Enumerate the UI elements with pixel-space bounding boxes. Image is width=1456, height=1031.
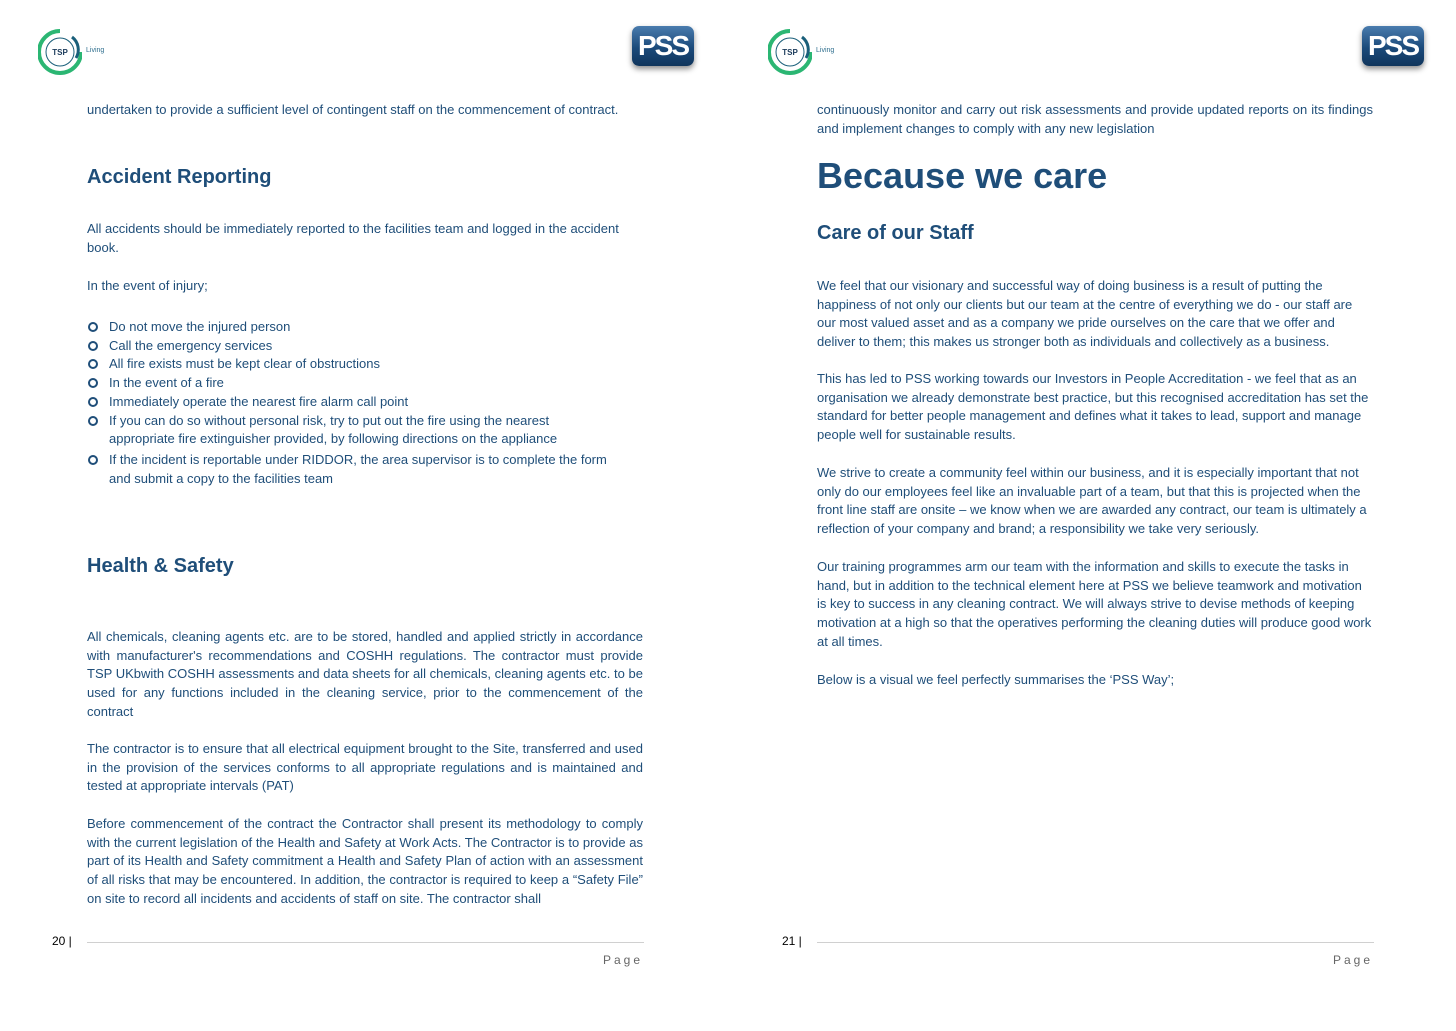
injury-bullet-list — [87, 318, 643, 488]
list-item: Immediately operate the nearest fire alarm call point — [87, 393, 643, 412]
bullet-icon — [88, 416, 98, 426]
hs-p1-block — [87, 628, 643, 722]
care-p4-block — [817, 558, 1373, 652]
bullet-icon — [88, 359, 98, 369]
left-intro: undertaken to provide a sufficient level of contingent staff on the commencement of contract. — [87, 102, 619, 117]
list-item: All fire exists must be kept clear of obstructions — [87, 355, 643, 374]
care-p4: Our training programmes arm our team with the information and skills to execute the tasks in hand, but in addition to the technical element here at PSS we believe teamwork and motivation is key to success in any cleaning contract. We will always strive to devise methods of keeping motivation at a high so that the operatives performing the cleaning duties will produce good work at all times. — [817, 559, 1372, 649]
tsp-ring-icon — [768, 28, 812, 78]
page-label: Page — [1333, 953, 1374, 967]
bullet-icon — [88, 378, 98, 388]
logo-word: Living — [816, 47, 835, 54]
left-intro-block — [87, 101, 643, 120]
accident-p2-block — [87, 277, 643, 296]
right-intro: continuously monitor and carry out risk assessments and provide updated reports on its findings and implement changes to comply with any new legislation — [817, 102, 1373, 136]
footer-divider — [87, 942, 644, 943]
accident-p2: In the event of injury; — [87, 278, 208, 293]
tsp-ring-icon — [38, 28, 82, 78]
accident-p1-block — [87, 220, 643, 257]
care-p5-block — [817, 671, 1373, 690]
care-p2-block — [817, 370, 1373, 445]
bullet-icon — [88, 455, 98, 465]
tsp-living-logo — [38, 28, 108, 80]
care-p5: Below is a visual we feel perfectly summarises the ‘PSS Way’; — [817, 672, 1175, 687]
care-p2: This has led to PSS working towards our Investors in People Accreditation - we feel that as an organisation we already demonstrate best practice, but this recognised accreditation has set the standard for better people management and defines what it takes to lead, support and manage people well for sustainable results. — [817, 371, 1369, 443]
svg-text:TSP: TSP — [52, 48, 68, 57]
care-staff-heading: Care of our Staff — [817, 222, 974, 244]
page-title: Because we care — [817, 155, 1108, 196]
right-intro-block — [817, 101, 1373, 138]
care-p3: We strive to create a community feel within our business, and it is especially important that not only do our employees feel like an invaluable part of a team, but that this is projected when the front line staff are onsite – we know when we are awarded any contract, our team is ultimately a reflection of your company and brand; a responsibility we take very seriously. — [817, 465, 1367, 537]
page-number: 21 | — [782, 934, 802, 948]
tsp-living-logo — [768, 28, 838, 80]
bullet-icon — [88, 322, 98, 332]
pss-logo: PSS — [1362, 26, 1424, 66]
bullet-icon — [88, 341, 98, 351]
list-item: Do not move the injured person — [87, 318, 643, 337]
health-safety-heading: Health & Safety — [87, 555, 234, 577]
care-p3-block — [817, 464, 1373, 539]
bullet-icon — [88, 397, 98, 407]
accident-heading: Accident Reporting — [87, 166, 272, 188]
care-p1: We feel that our visionary and successful way of doing business is a result of putting the happiness of not only our clients but our team at the centre of everything we do - our staff are our most valued asset and as a company we pride ourselves on the care that we offer and deliver to them; this makes us stronger both as individuals and collectively as a business. — [817, 278, 1353, 350]
page-label: Page — [603, 953, 644, 967]
svg-text:TSP: TSP — [782, 48, 798, 57]
pss-logo: PSS — [632, 26, 694, 66]
hs-p2: The contractor is to ensure that all electrical equipment brought to the Site, transferred and used in the provision of the services conforms to all appropriate regulations and is maintained and tested at appropriate intervals (PAT) — [87, 741, 643, 794]
hs-p3: Before commencement of the contract the Contractor shall present its methodology to comply with the current legislation of the Health and Safety at Work Acts. The Contractor is to provide as part of its Health and Safety commitment a Health and Safety Plan of action with an assessment of all risks that may be encountered. In addition, the contractor is required to keep a “Safety File” on site to record all incidents and accidents of staff on site. The contractor shall — [87, 816, 643, 906]
accident-p1: All accidents should be immediately reported to the facilities team and logged in the accident book. — [87, 221, 619, 255]
footer-divider — [817, 942, 1374, 943]
page-number: 20 | — [52, 934, 72, 948]
care-p1-block — [817, 277, 1373, 352]
hs-p1: All chemicals, cleaning agents etc. are to be stored, handled and applied strictly in accordance with manufacturer's recommendations and COSHH regulations. The contractor must provide TSP UKbwith COSHH assessments and data sheets for all chemicals, cleaning agents etc. to be used for any functions included in the cleaning service, prior to the commencement of the contract — [87, 629, 643, 719]
list-item: In the event of a fire — [87, 374, 643, 393]
list-item: Call the emergency services — [87, 337, 643, 356]
list-item: If the incident is reportable under RIDDOR, the area supervisor is to complete the form and submit a copy to the facilities team — [87, 451, 629, 488]
page-21 — [730, 0, 1456, 1031]
hs-p3-block — [87, 815, 643, 909]
logo-word: Living — [86, 47, 105, 54]
hs-p2-block — [87, 740, 643, 796]
list-item: If you can do so without personal risk, try to put out the fire using the nearest appropriate fire extinguisher provided, by following directions on the appliance — [87, 412, 579, 449]
